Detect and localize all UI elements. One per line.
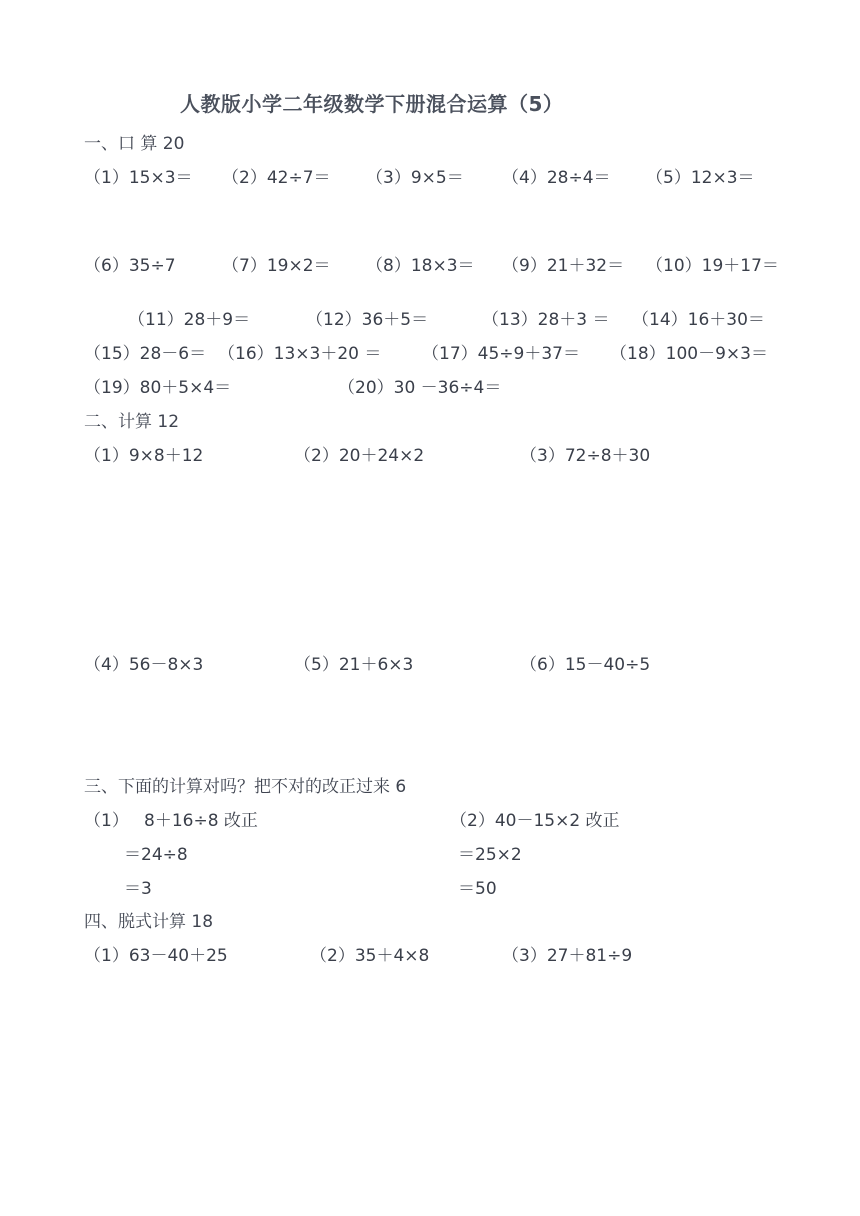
correction-2-expression: （2）40－15×2 改正 xyxy=(450,811,620,831)
oral-item-14: （14）16＋30＝ xyxy=(632,310,765,330)
section-1-heading: 一、口 算 20 xyxy=(84,134,185,154)
correction-1-expression: 8＋16÷8 改正 xyxy=(144,811,258,831)
oral-item-3: （3）9×5＝ xyxy=(366,168,464,188)
oral-item-6: （6）35÷7 xyxy=(84,256,176,276)
oral-item-12: （12）36＋5＝ xyxy=(306,310,429,330)
calc-item-6: （6）15－40÷5 xyxy=(520,655,651,675)
stepwise-item-3: （3）27＋81÷9 xyxy=(502,946,633,966)
oral-item-10: （10）19＋17＝ xyxy=(646,256,779,276)
oral-item-9: （9）21＋32＝ xyxy=(502,256,625,276)
oral-item-4: （4）28÷4＝ xyxy=(502,168,611,188)
correction-1-step-1: ＝24÷8 xyxy=(124,845,188,865)
calc-item-4: （4）56－8×3 xyxy=(84,655,204,675)
correction-1-label: （1） xyxy=(84,811,129,831)
oral-item-20: （20）30 －36÷4＝ xyxy=(338,378,502,398)
stepwise-item-1: （1）63－40＋25 xyxy=(84,946,228,966)
calc-item-3: （3）72÷8＋30 xyxy=(520,446,651,466)
calc-item-5: （5）21＋6×3 xyxy=(294,655,414,675)
correction-2-step-2: ＝50 xyxy=(458,879,497,899)
oral-item-17: （17）45÷9＋37＝ xyxy=(422,344,580,364)
section-3-heading: 三、下面的计算对吗？把不对的改正过来 6 xyxy=(84,777,407,797)
oral-item-5: （5）12×3＝ xyxy=(646,168,755,188)
oral-item-15: （15）28－6＝ xyxy=(84,344,207,364)
stepwise-item-2: （2）35＋4×8 xyxy=(310,946,430,966)
oral-item-18: （18）100－9×3＝ xyxy=(610,344,768,364)
oral-item-16: （16）13×3＋20 ＝ xyxy=(218,344,382,364)
calc-item-1: （1）9×8＋12 xyxy=(84,446,204,466)
page-title: 人教版小学二年级数学下册混合运算（5） xyxy=(180,92,564,116)
oral-item-11: （11）28＋9＝ xyxy=(128,310,251,330)
correction-2-step-1: ＝25×2 xyxy=(458,845,522,865)
section-4-heading: 四、脱式计算 18 xyxy=(84,912,214,932)
oral-item-7: （7）19×2＝ xyxy=(222,256,331,276)
oral-item-1: （1）15×3＝ xyxy=(84,168,193,188)
oral-item-2: （2）42÷7＝ xyxy=(222,168,331,188)
oral-item-19: （19）80＋5×4＝ xyxy=(84,378,232,398)
calc-item-2: （2）20＋24×2 xyxy=(294,446,425,466)
oral-item-8: （8）18×3＝ xyxy=(366,256,475,276)
section-2-heading: 二、计算 12 xyxy=(84,412,180,432)
correction-1-step-2: ＝3 xyxy=(124,879,152,899)
oral-item-13: （13）28＋3 ＝ xyxy=(482,310,610,330)
